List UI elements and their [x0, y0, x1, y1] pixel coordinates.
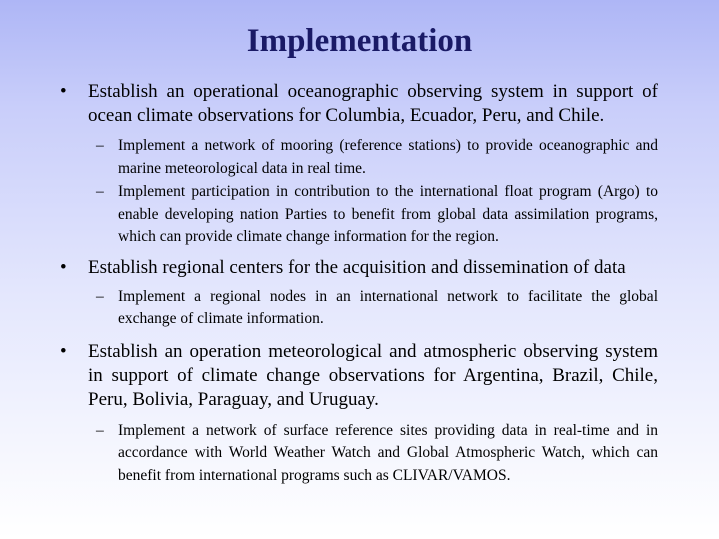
bullet-marker: • [60, 340, 67, 362]
bullet-item [58, 80, 658, 128]
sub-marker: – [96, 183, 104, 200]
slide-content [58, 80, 658, 487]
bullet-item [58, 340, 658, 412]
slide-title: Implementation [246, 23, 473, 59]
sub-text: Implement a network of mooring (reference stations) to provide oceanographic and marine meteorological data in real time. [118, 137, 658, 177]
bullet-text: Establish regional centers for the acquisition and dissemination of data [88, 256, 626, 278]
sub-item [58, 135, 658, 180]
sub-text: Implement participation in contribution to the international float program (Argo) to enable developing nation Parties to benefit from global data assimilation programs, which can provide climate change information for the region. [118, 183, 658, 245]
sub-text: Implement a regional nodes in an international network to facilitate the global exchange of climate information. [118, 287, 658, 327]
bullet-text: Establish an operational oceanographic observing system in support of ocean climate observations for Columbia, Ecuador, Peru, and Chile. [88, 81, 658, 126]
sub-text: Implement a network of surface reference sites providing data in real-time and in accordance with World Weather Watch and Global Atmospheric Watch, which can benefit from international programs such as CLIVAR/VAMOS. [118, 421, 658, 484]
sub-marker: – [96, 421, 104, 439]
sub-marker: – [96, 287, 104, 305]
bullet-item [58, 256, 658, 280]
bullet-marker: • [60, 81, 67, 102]
sub-item [58, 181, 658, 249]
sub-item [58, 286, 658, 331]
sub-marker: – [96, 137, 104, 154]
bullet-text: Establish an operation meteorological and atmospheric observing system in support of climate change observations for Argentina, Brazil, Chile, Peru, Bolivia, Paraguay, and Uruguay. [88, 340, 658, 410]
bullet-marker: • [60, 256, 67, 278]
sub-item [58, 420, 658, 488]
